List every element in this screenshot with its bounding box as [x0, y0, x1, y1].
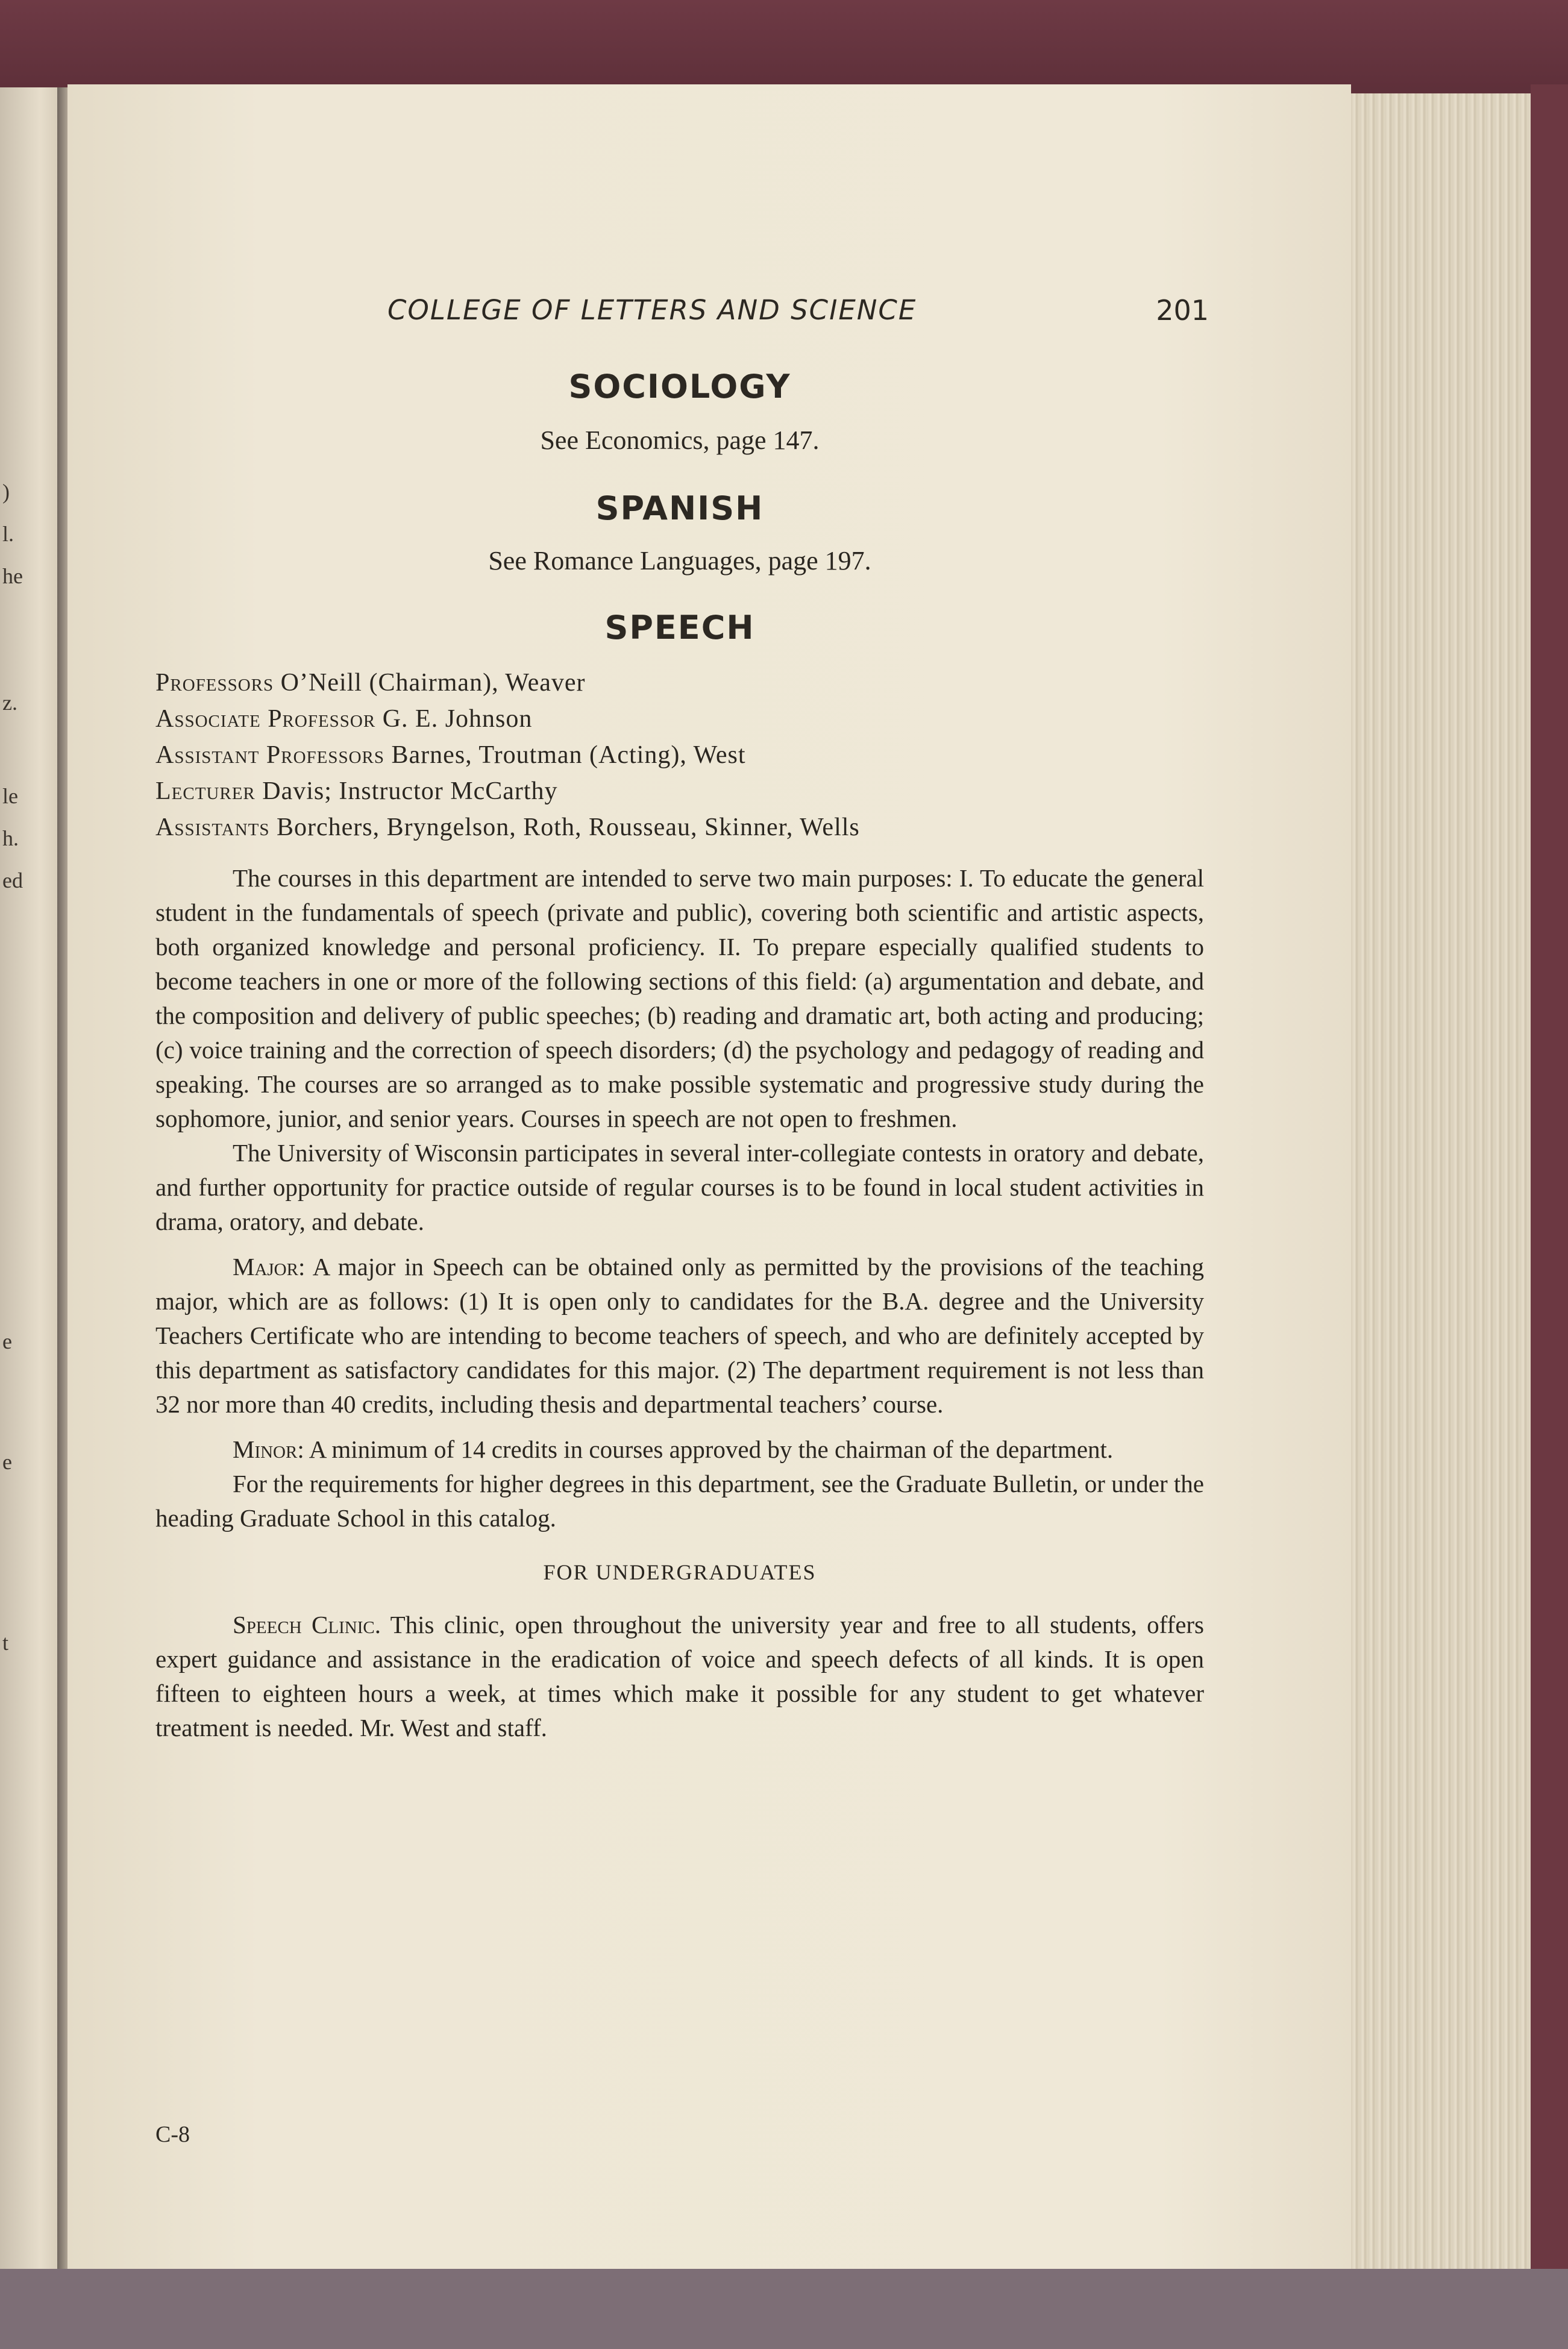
faculty-line	[155, 665, 1204, 701]
faculty-rank: Assistant Professors	[155, 741, 385, 769]
book-binding	[0, 0, 1568, 96]
minor-paragraph	[155, 1432, 1204, 1467]
intro-paragraph: The courses in this department are intended to serve two main purposes: I. To educate the general student in the fundamentals of speech (private and public), covering both scientific and artistic aspects, both organized knowledge and personal proficiency. II. To prepare especially qualified students to become teachers in one or more of the following sections of this field: (a) argumentation and debate, and the composition and delivery of public speeches; (b) reading and dramatic art, both acting and producing; (c) voice training and the correction of speech disorders; (d) the psychology and pedagogy of reading and speaking. The courses are so arranged as to make possible systematic and progressive study during the sophomore, junior, and senior years. Courses in speech are not open to freshmen.	[155, 864, 1204, 1132]
major-label: Major:	[233, 1253, 306, 1281]
faculty-names: Barnes, Troutman (Acting), West	[391, 741, 746, 769]
speech-clinic-label: Speech Clinic.	[233, 1611, 381, 1639]
faculty-rank: Lecturer	[155, 777, 256, 805]
faculty-names: G. E. Johnson	[382, 705, 533, 733]
faculty-rank: Professors	[155, 669, 274, 697]
facing-page-fragment: e	[2, 1329, 12, 1353]
minor-text: A minimum of 14 credits in courses approved by the chairman of the department.	[309, 1435, 1114, 1463]
section-title-spanish: SPANISH	[595, 489, 764, 527]
page-number: 201	[1156, 294, 1209, 327]
running-head	[155, 294, 1209, 336]
scan-bottom-background	[0, 2269, 1568, 2349]
facing-page-fragment: z.	[2, 691, 17, 715]
faculty-line	[155, 737, 1204, 773]
cross-reference-spanish: See Romance Languages, page 197.	[488, 546, 871, 575]
cross-reference-sociology: See Economics, page 147.	[540, 425, 820, 455]
faculty-names: O’Neill (Chairman), Weaver	[280, 669, 586, 697]
speech-clinic-paragraph	[155, 1608, 1204, 1745]
undergraduates-heading: FOR UNDERGRADUATES	[543, 1560, 817, 1584]
graduate-paragraph: For the requirements for higher degrees in this department, see the Graduate Bulletin, or under the heading Graduate School in this catalog.	[155, 1470, 1204, 1532]
printer-signature: C-8	[155, 2122, 190, 2147]
minor-label: Minor:	[233, 1435, 304, 1463]
faculty-list	[155, 665, 1204, 845]
book-cover-edge	[1531, 84, 1568, 2284]
facing-page-fragment: t	[2, 1631, 9, 1655]
facing-page-fragment: ed	[2, 868, 23, 892]
facing-page-fragment: h.	[2, 826, 19, 850]
faculty-line	[155, 773, 1204, 809]
faculty-rank: Assistants	[155, 814, 270, 841]
faculty-names: Borchers, Bryngelson, Roth, Rousseau, Skinner, Wells	[277, 814, 860, 841]
page-content	[155, 294, 1209, 1745]
facing-page-fragment: le	[2, 784, 18, 808]
facing-page-fragment: he	[2, 564, 23, 588]
facing-page-fragment: l.	[2, 522, 14, 546]
faculty-line	[155, 701, 1204, 737]
major-paragraph	[155, 1250, 1204, 1422]
faculty-rank: Associate Professor	[155, 705, 376, 733]
facing-page-fragment: )	[2, 480, 10, 504]
faculty-line	[155, 809, 1204, 845]
major-text: A major in Speech can be obtained only as permitted by the provisions of the teaching major, which are as follows: (1) It is open only to candidates for the B.A. degree and the University Teachers Certificate who are intending to become teachers of speech, and who are definitely accepted by this department as satisfactory candidates for this major. (2) The department requirement is not less than 32 nor more than 40 credits, including thesis and departmental teachers’ course.	[155, 1253, 1204, 1418]
section-title-speech: SPEECH	[604, 609, 755, 647]
page-edges	[1351, 93, 1538, 2275]
faculty-names: Davis; Instructor McCarthy	[262, 777, 558, 805]
running-title: COLLEGE OF LETTERS AND SCIENCE	[387, 294, 917, 326]
facing-page-fragment: e	[2, 1450, 12, 1474]
speech-clinic-text: This clinic, open throughout the university year and free to all students, offers expert guidance and assistance in the eradication of voice and speech defects of all kinds. It is open fifteen to eighteen hours a week, at times which make it possible for any student to get whatever treatment is needed. Mr. West and staff.	[155, 1611, 1205, 1742]
university-paragraph: The University of Wisconsin participates in several inter-collegiate contests in oratory and debate, and further opportunity for practice outside of regular courses is to be found in local student activities in drama, oratory, and debate.	[155, 1139, 1204, 1235]
section-title-sociology: SOCIOLOGY	[568, 368, 791, 406]
facing-page-edge	[0, 87, 57, 2269]
